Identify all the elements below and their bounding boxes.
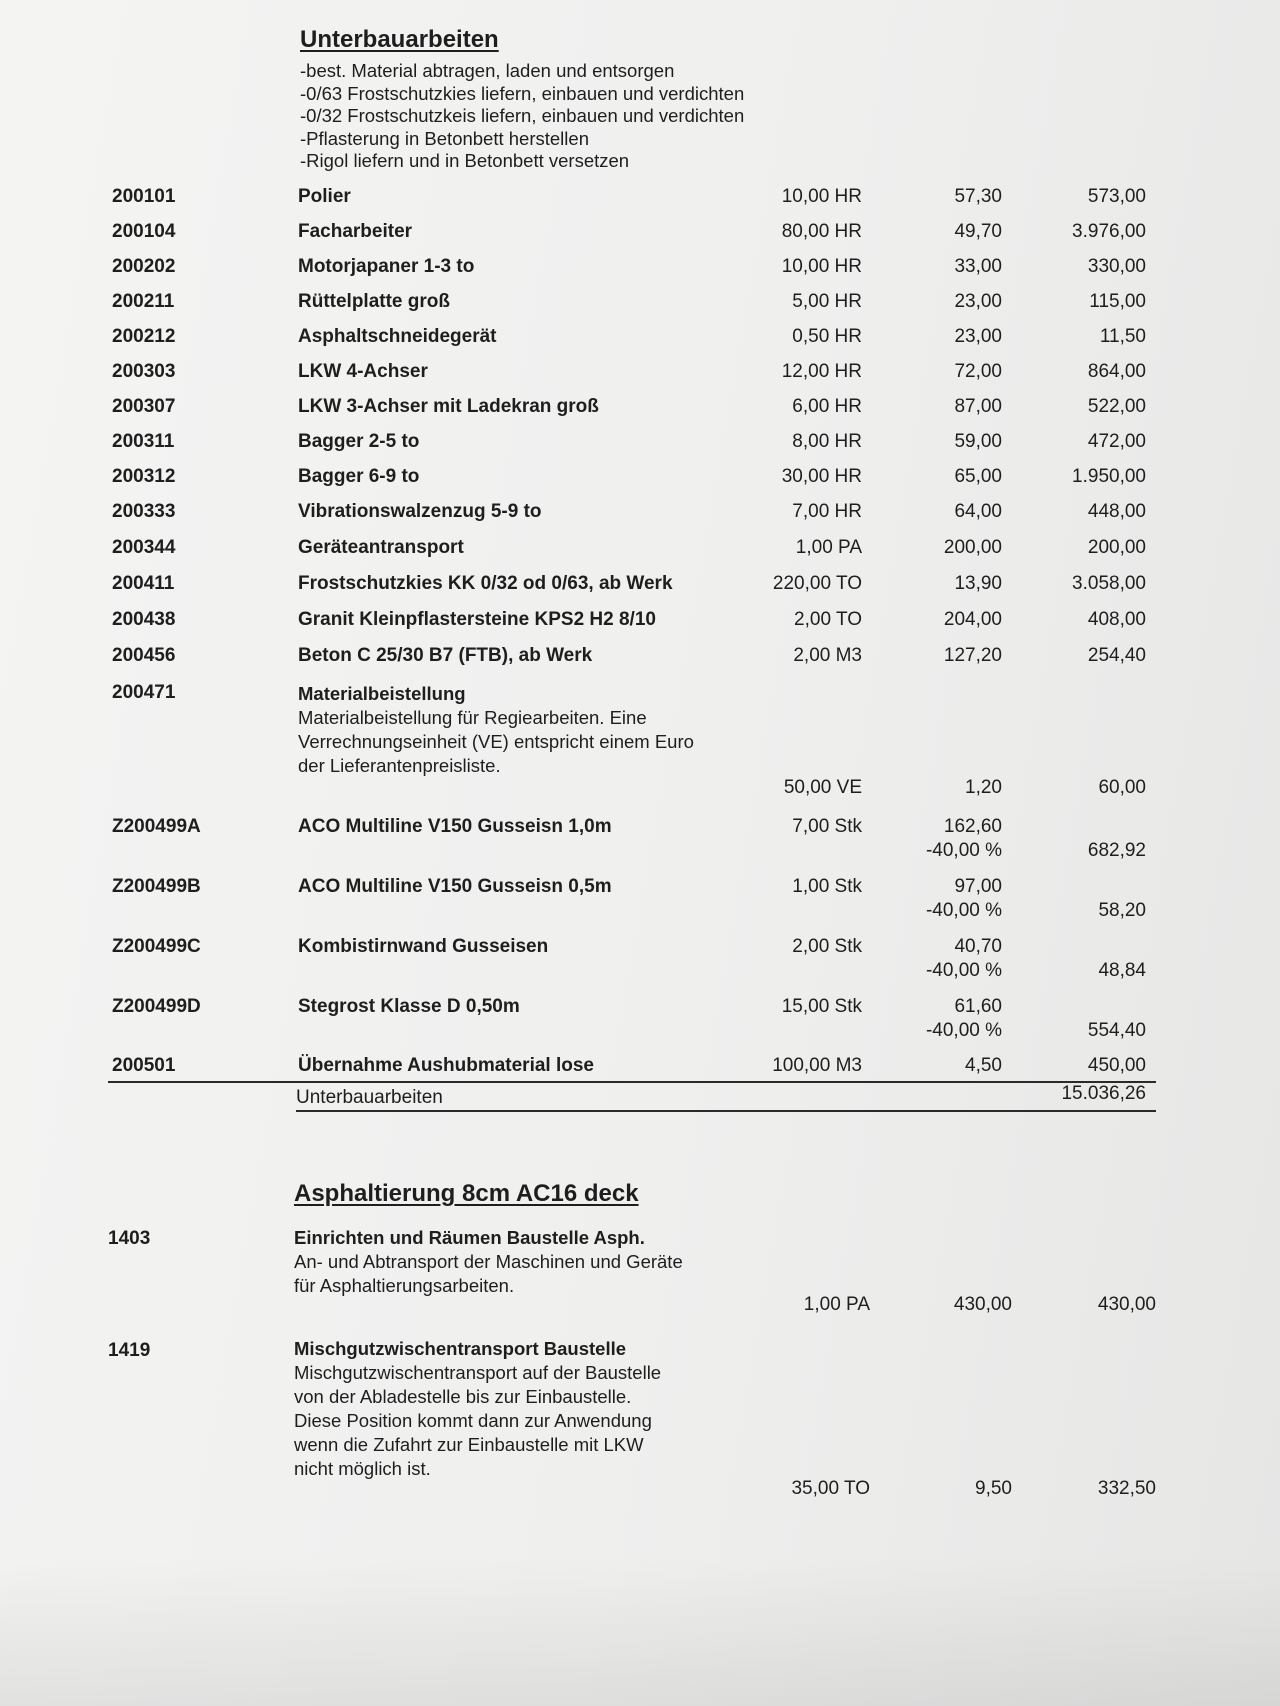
table-row [0, 936, 1280, 996]
item-total: 448,00 [1087, 501, 1146, 522]
item-quantity: 8,00 HR [792, 431, 862, 452]
item-description-block [298, 682, 694, 778]
item-description: Übernahme Aushubmaterial lose [298, 1055, 594, 1076]
item-code: 1419 [108, 1340, 151, 1361]
item-total: 48,84 [1098, 960, 1146, 981]
item-description-block [294, 1337, 661, 1481]
item-description: ACO Multiline V150 Gusseisn 0,5m [298, 876, 612, 897]
intro-line: -0/32 Frostschutzkeis liefern, einbauen und verdichten [300, 105, 745, 127]
table-row [0, 256, 1280, 286]
item-total: 573,00 [1087, 186, 1146, 207]
item-total: 332,50 [1097, 1478, 1156, 1499]
item-unit-price: 40,70 [954, 936, 1002, 957]
item-quantity: 2,00 M3 [793, 645, 862, 666]
item-quantity: 5,00 HR [792, 291, 862, 312]
item-discount: -40,00 % [925, 840, 1002, 861]
table-row [0, 996, 1280, 1056]
item-unit-price: 4,50 [965, 1055, 1002, 1076]
item-discount: -40,00 % [925, 900, 1002, 921]
item-quantity: 35,00 TO [791, 1478, 870, 1499]
item-description: Geräteantransport [298, 537, 464, 558]
item-total: 115,00 [1089, 291, 1146, 312]
item-unit-price: 97,00 [954, 876, 1002, 897]
item-description: Facharbeiter [298, 221, 413, 242]
table-row [0, 876, 1280, 936]
item-quantity: 1,00 Stk [792, 876, 862, 897]
item-code: 200344 [112, 537, 176, 558]
item-discount: -40,00 % [925, 960, 1002, 981]
item-description-line: von der Abladestelle bis zur Einbaustelle. [294, 1386, 632, 1407]
table-row [0, 466, 1280, 496]
item-quantity: 12,00 HR [781, 361, 862, 382]
item-code: 200202 [112, 256, 176, 277]
item-unit-price: 430,00 [953, 1294, 1012, 1315]
section-intro [300, 60, 744, 173]
item-quantity: 10,00 HR [781, 256, 862, 277]
item-description: LKW 4-Achser [298, 361, 428, 382]
item-quantity: 30,00 HR [781, 466, 862, 487]
intro-line: -best. Material abtragen, laden und entsorgen [300, 60, 675, 81]
item-total: 330,00 [1087, 256, 1146, 277]
item-quantity: 6,00 HR [792, 396, 862, 417]
item-quantity: 7,00 HR [792, 501, 862, 522]
item-total: 864,00 [1087, 361, 1146, 382]
item-description: Bagger 6-9 to [298, 466, 420, 487]
item-description: ACO Multiline V150 Gusseisn 1,0m [298, 816, 612, 837]
item-code: 200311 [112, 431, 175, 452]
item-unit-price: 162,60 [943, 816, 1002, 837]
item-unit-price: 23,00 [954, 326, 1002, 347]
item-quantity: 0,50 HR [792, 326, 862, 347]
item-description-line: An- und Abtransport der Maschinen und Geräte [294, 1251, 683, 1272]
item-unit-price: 23,00 [954, 291, 1002, 312]
item-total: 522,00 [1087, 396, 1146, 417]
item-heading: Materialbeistellung [298, 683, 466, 704]
item-description-line: nicht möglich ist. [294, 1458, 431, 1479]
item-quantity: 1,00 PA [803, 1294, 870, 1315]
table-row [0, 1294, 1280, 1324]
subtotal-label: Unterbauarbeiten [296, 1087, 443, 1108]
subtotal-top-rule [108, 1081, 1156, 1083]
item-unit-price: 13,90 [954, 573, 1002, 594]
item-unit-price: 33,00 [954, 256, 1002, 277]
item-quantity: 10,00 HR [781, 186, 862, 207]
item-unit-price: 200,00 [943, 537, 1002, 558]
item-unit-price: 1,20 [965, 777, 1002, 798]
item-total: 3.976,00 [1072, 221, 1146, 242]
item-quantity: 1,00 PA [795, 537, 862, 558]
item-description: Beton C 25/30 B7 (FTB), ab Werk [298, 645, 593, 666]
item-unit-price: 57,30 [954, 186, 1002, 207]
item-code: 200101 [112, 186, 176, 207]
item-heading: Mischgutzwischentransport Baustelle [294, 1338, 627, 1359]
section-title: Unterbauarbeiten [300, 26, 499, 53]
table-row [0, 501, 1280, 531]
table-row [0, 777, 1280, 807]
table-row [0, 221, 1280, 251]
item-code: 1403 [108, 1228, 151, 1249]
table-row [0, 645, 1280, 675]
item-code: Z200499D [112, 996, 201, 1017]
item-total: 430,00 [1097, 1294, 1156, 1315]
item-quantity: 80,00 HR [781, 221, 862, 242]
table-row [0, 1478, 1280, 1508]
item-description: Polier [298, 186, 351, 207]
item-code: Z200499C [112, 936, 201, 957]
item-description: Vibrationswalzenzug 5-9 to [298, 501, 542, 522]
item-description: Granit Kleinpflastersteine KPS2 H2 8/10 [298, 609, 656, 630]
item-unit-price: 64,00 [954, 501, 1002, 522]
item-unit-price: 61,60 [954, 996, 1002, 1017]
item-description: Rüttelplatte groß [298, 291, 450, 312]
item-unit-price: 72,00 [954, 361, 1002, 382]
intro-line: -Pflasterung in Betonbett herstellen [300, 127, 589, 149]
item-description: Kombistirnwand Gusseisen [298, 936, 549, 957]
table-row [0, 326, 1280, 356]
item-code: Z200499B [112, 876, 201, 897]
item-discount: -40,00 % [925, 1020, 1002, 1041]
item-quantity: 2,00 TO [794, 609, 862, 630]
item-unit-price: 127,20 [943, 645, 1002, 666]
table-row [0, 431, 1280, 461]
item-unit-price: 87,00 [954, 396, 1002, 417]
item-description: Stegrost Klasse D 0,50m [298, 996, 520, 1017]
item-code: 200501 [112, 1055, 176, 1076]
item-description-block [294, 1226, 683, 1298]
item-total: 472,00 [1087, 431, 1146, 452]
table-row [0, 361, 1280, 391]
item-code: 200333 [112, 501, 176, 522]
item-description: Frostschutzkies KK 0/32 od 0/63, ab Werk [298, 573, 673, 594]
table-row [0, 396, 1280, 426]
table-row [0, 609, 1280, 639]
item-quantity: 50,00 VE [783, 777, 862, 798]
item-unit-price: 9,50 [975, 1478, 1012, 1499]
item-total: 200,00 [1087, 537, 1146, 558]
item-total: 60,00 [1098, 777, 1146, 798]
item-code: 200212 [112, 326, 176, 347]
subtotal-bottom-rule [296, 1110, 1156, 1112]
item-total: 11,50 [1099, 326, 1146, 347]
intro-line: -Rigol liefern und in Betonbett versetzen [300, 150, 630, 172]
item-quantity: 220,00 TO [772, 573, 862, 594]
item-total: 554,40 [1087, 1020, 1146, 1041]
item-description-line: Materialbeistellung für Regiearbeiten. Eine [298, 707, 647, 728]
item-total: 408,00 [1087, 609, 1146, 630]
item-total: 450,00 [1087, 1055, 1146, 1076]
item-code: 200312 [112, 466, 176, 487]
item-total: 3.058,00 [1072, 573, 1146, 594]
item-total: 58,20 [1098, 900, 1146, 921]
item-total: 254,40 [1087, 645, 1146, 666]
table-row [0, 816, 1280, 876]
table-row [0, 186, 1280, 216]
subtotal-value: 15.036,26 [1061, 1083, 1146, 1104]
item-code: 200211 [112, 291, 175, 312]
item-description-line: Mischgutzwischentransport auf der Baustelle [294, 1362, 662, 1383]
item-quantity: 15,00 Stk [781, 996, 862, 1017]
item-description: Bagger 2-5 to [298, 431, 420, 452]
item-description-line: Diese Position kommt dann zur Anwendung [294, 1410, 652, 1431]
item-description-line: Verrechnungseinheit (VE) entspricht einem Euro [298, 731, 694, 752]
section-title: Asphaltierung 8cm AC16 deck [294, 1180, 639, 1207]
table-row [0, 291, 1280, 321]
item-code: 200456 [112, 645, 176, 666]
item-code: 200104 [112, 221, 176, 242]
item-description: Motorjapaner 1-3 to [298, 256, 475, 277]
item-quantity: 2,00 Stk [792, 936, 862, 957]
item-code: 200471 [112, 682, 176, 703]
item-quantity: 7,00 Stk [792, 816, 862, 837]
item-code: 200307 [112, 396, 176, 417]
item-unit-price: 59,00 [954, 431, 1002, 452]
item-description-line: für Asphaltierungsarbeiten. [294, 1275, 515, 1296]
item-description-line: wenn die Zufahrt zur Einbaustelle mit LKW [294, 1434, 644, 1455]
item-unit-price: 65,00 [954, 466, 1002, 487]
item-description-line: der Lieferantenpreisliste. [298, 755, 501, 776]
item-total: 682,92 [1087, 840, 1146, 861]
item-code: Z200499A [112, 816, 201, 837]
intro-line: -0/63 Frostschutzkies liefern, einbauen und verdichten [300, 82, 745, 104]
item-code: 200411 [112, 573, 175, 594]
item-unit-price: 204,00 [943, 609, 1002, 630]
item-description: Asphaltschneidegerät [298, 326, 497, 347]
item-heading: Einrichten und Räumen Baustelle Asph. [294, 1227, 645, 1248]
item-unit-price: 49,70 [954, 221, 1002, 242]
item-code: 200438 [112, 609, 176, 630]
table-row [0, 573, 1280, 603]
item-code: 200303 [112, 361, 176, 382]
item-description: LKW 3-Achser mit Ladekran groß [298, 396, 599, 417]
item-quantity: 100,00 M3 [772, 1055, 862, 1076]
table-row [0, 537, 1280, 567]
item-total: 1.950,00 [1072, 466, 1146, 487]
